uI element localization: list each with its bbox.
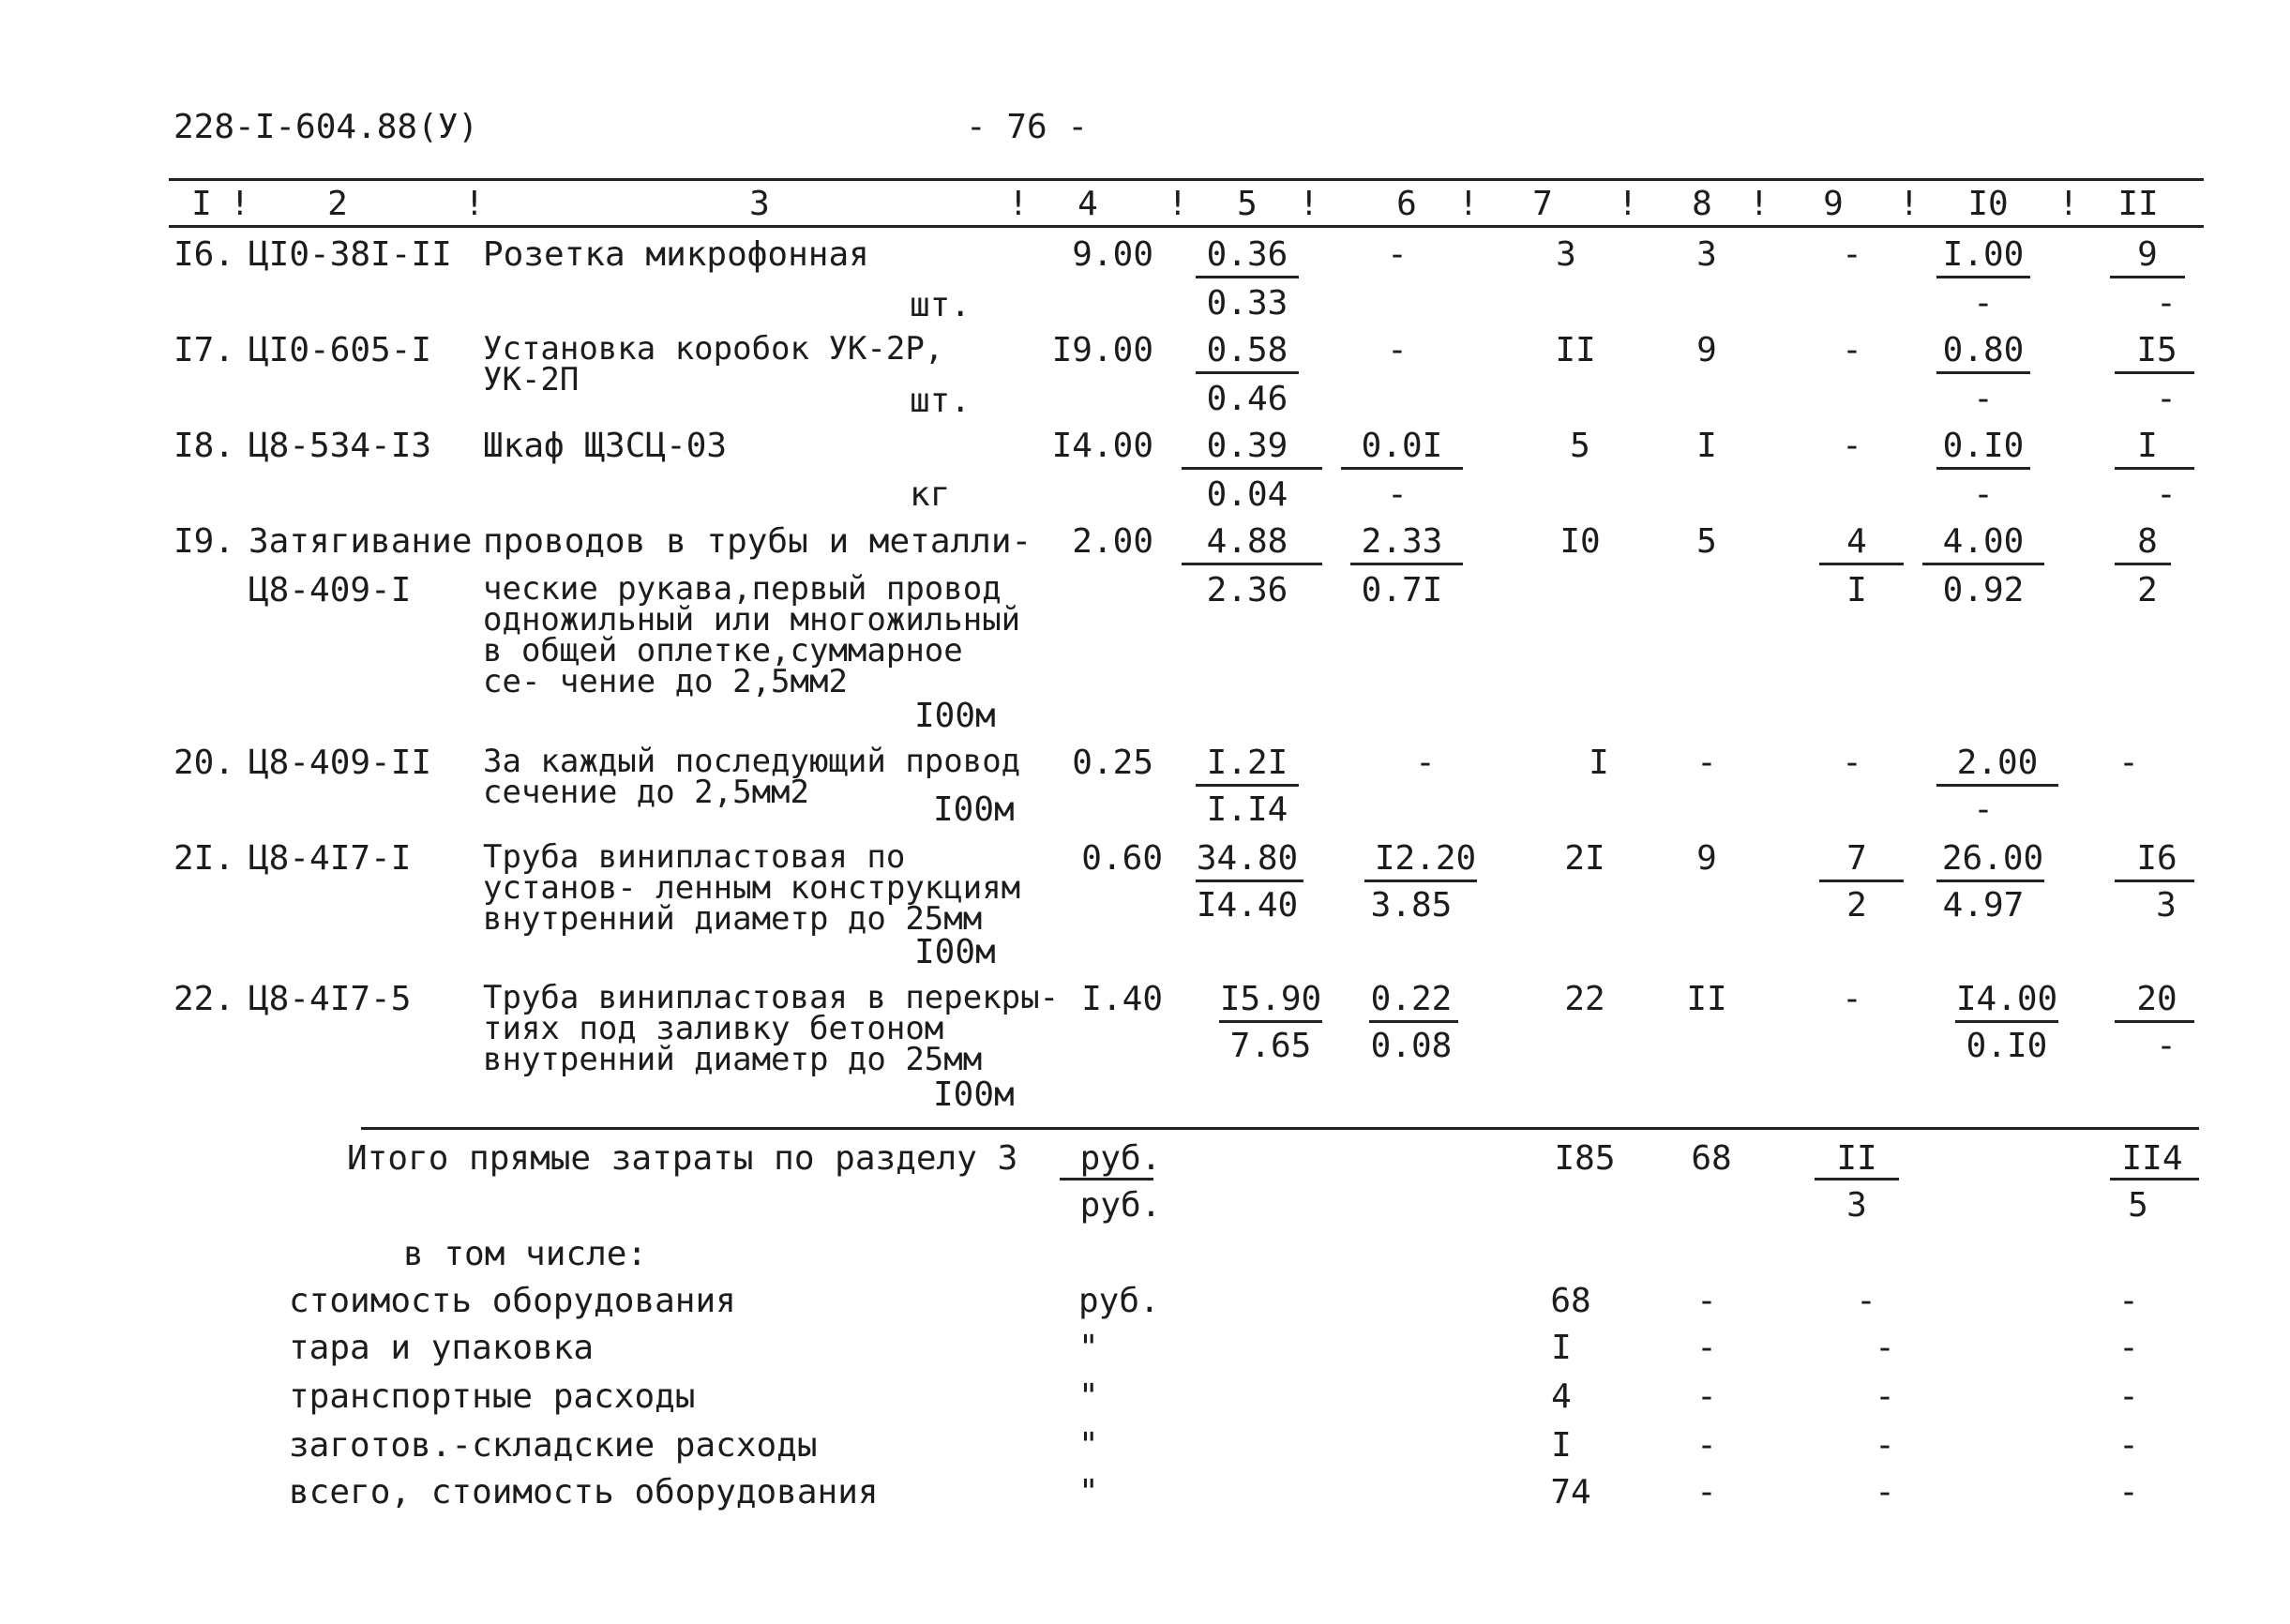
table-header-rule	[169, 225, 2204, 228]
row-col10-top: I.00	[1942, 235, 2025, 274]
row-unit: шт.	[910, 382, 972, 420]
row-col7: 5	[1570, 427, 1590, 465]
row-name: Розетка микрофонная	[483, 235, 869, 274]
row-unit: I00м	[933, 790, 1015, 829]
fraction-bar	[1955, 1020, 2058, 1023]
row-col9-top: 7	[1846, 839, 1867, 878]
breakdown-label: тара и упаковка	[289, 1329, 595, 1367]
row-col7: II	[1555, 331, 1596, 369]
row-col5-top: 0.58	[1206, 331, 1288, 369]
column-header-1: I	[191, 185, 212, 223]
row-col9-top: -	[1842, 331, 1862, 369]
row-unit: I00м	[933, 1075, 1015, 1114]
fraction-bar	[2115, 880, 2194, 882]
row-col5-bottom: 7.65	[1229, 1027, 1312, 1065]
row-unit: I00м	[914, 697, 996, 735]
fraction-bar	[2110, 276, 2185, 278]
fraction-bar	[1936, 880, 2044, 882]
row-col4: I.40	[1081, 980, 1163, 1018]
breakdown-unit: "	[1078, 1377, 1099, 1416]
row-col11-bottom: 2	[2137, 571, 2158, 609]
row-unit: I00м	[914, 933, 996, 971]
row-col4: I4.00	[1051, 427, 1153, 465]
row-code: Ц8-534-I3	[249, 427, 432, 465]
row-code: Ц8-4I7-5	[249, 980, 412, 1018]
row-col10-top: 0.80	[1942, 331, 2025, 369]
row-col6-bottom: 0.08	[1370, 1027, 1453, 1065]
row-name: Установка коробок УК-2Р, УК-2П	[483, 330, 944, 398]
fraction-bar	[1196, 371, 1299, 374]
row-unit: шт.	[910, 286, 972, 324]
row-col5-top: 4.88	[1206, 522, 1288, 561]
column-header-8: 8	[1692, 185, 1712, 223]
row-col11-bottom: -	[2156, 284, 2177, 323]
breakdown-col8: -	[1696, 1329, 1717, 1367]
breakdown-col8: -	[1696, 1282, 1717, 1320]
column-header-4: 4	[1077, 185, 1098, 223]
column-separator: !	[1168, 185, 1188, 223]
row-col5-top: 34.80	[1196, 839, 1299, 878]
fraction-bar	[1350, 563, 1463, 565]
column-separator: !	[1008, 185, 1029, 223]
column-separator: !	[464, 185, 485, 223]
column-header-6: 6	[1396, 185, 1417, 223]
row-col4: I9.00	[1051, 331, 1153, 369]
breakdown-unit: "	[1078, 1473, 1099, 1511]
fraction-bar	[1936, 371, 2030, 374]
totals-col11-top: II4	[2121, 1139, 2183, 1178]
page-number: - 76 -	[966, 108, 1089, 146]
row-code: ЦI0-38I-II	[249, 235, 452, 274]
row-col5-top: 0.36	[1206, 235, 1288, 274]
row-col5-bottom: 2.36	[1206, 571, 1288, 609]
row-col5-top: 0.39	[1206, 427, 1288, 465]
fraction-bar	[2115, 371, 2194, 374]
totals-unit-bottom: руб.	[1079, 1186, 1162, 1225]
row-col9-top: 4	[1846, 522, 1867, 561]
row-col11-top: 8	[2137, 522, 2158, 561]
breakdown-col11: -	[2118, 1282, 2139, 1320]
row-col11-top: 20	[2136, 980, 2177, 1018]
totals-col9-bottom: 3	[1846, 1186, 1867, 1225]
row-name: Шкаф ЩЗСЦ-03	[483, 427, 728, 465]
fraction-bar	[1364, 880, 1477, 882]
row-col6-top: I2.20	[1374, 839, 1477, 878]
row-col9-bottom: I	[1846, 571, 1867, 609]
column-header-11: II	[2117, 185, 2159, 223]
row-col11-top: I6	[2136, 839, 2177, 878]
row-col9-top: -	[1842, 235, 1862, 274]
row-col10-bottom: -	[1973, 380, 1994, 418]
row-col10-bottom: -	[1973, 790, 1994, 829]
column-separator: !	[1749, 185, 1770, 223]
row-number: I7.	[173, 331, 235, 369]
row-col10-bottom: 4.97	[1942, 886, 2025, 925]
fraction-bar	[2115, 563, 2171, 565]
breakdown-col7: I	[1551, 1329, 1572, 1367]
column-separator: !	[1899, 185, 1920, 223]
breakdown-col7: 4	[1551, 1377, 1572, 1416]
row-col7: I0	[1559, 522, 1601, 561]
totals-label: Итого прямые затраты по разделу 3	[347, 1139, 1018, 1178]
row-col8: II	[1686, 980, 1727, 1018]
row-name: Труба винипластовая по установ- ленным конструкциям внутренний диаметр до 25мм	[483, 838, 1021, 938]
row-col11-bottom: -	[2156, 475, 2177, 514]
row-number: I6.	[173, 235, 235, 274]
fraction-bar	[1196, 880, 1303, 882]
row-col9-top: -	[1842, 980, 1862, 1018]
totals-col9-top: II	[1836, 1139, 1877, 1178]
row-name-continued: ческие рукава,первый провод одножильный или многожильный в общей оплетке,суммарное се- чение до 2,5мм2	[483, 570, 1021, 700]
row-col6-top: -	[1387, 235, 1408, 274]
row-col5-top: I5.90	[1219, 980, 1322, 1018]
breakdown-col8: -	[1696, 1426, 1717, 1465]
breakdown-col9: -	[1875, 1473, 1895, 1511]
fraction-bar	[1936, 784, 2058, 787]
table-top-rule	[169, 178, 2204, 181]
breakdown-col11: -	[2118, 1473, 2139, 1511]
fraction-bar	[1936, 467, 2030, 470]
fraction-bar	[1196, 276, 1299, 278]
fraction-bar	[1182, 467, 1322, 470]
breakdown-col7: 68	[1550, 1282, 1591, 1320]
row-col11-top: -	[2118, 744, 2139, 782]
row-col4: 0.25	[1072, 744, 1153, 782]
row-number: I9.	[173, 522, 235, 561]
row-col4: 9.00	[1072, 235, 1153, 274]
column-separator: !	[1618, 185, 1638, 223]
row-col8: -	[1696, 744, 1717, 782]
row-col11-bottom: -	[2156, 380, 2177, 418]
row-unit: кг	[910, 475, 951, 514]
totals-rule	[361, 1127, 2199, 1130]
breakdown-unit: "	[1078, 1329, 1099, 1367]
row-col5-bottom: I.I4	[1206, 790, 1288, 829]
row-col8: 5	[1696, 522, 1717, 561]
breakdown-col7: 74	[1550, 1473, 1591, 1511]
row-name: За каждый последующий провод сечение до 2,5мм2	[483, 743, 1021, 811]
row-col9-top: -	[1842, 744, 1862, 782]
row-col11-top: I	[2137, 427, 2158, 465]
breakdown-col7: I	[1551, 1426, 1572, 1465]
row-col7: 3	[1556, 235, 1576, 274]
row-number: 22.	[173, 980, 235, 1018]
row-col6-top: 0.0I	[1361, 427, 1443, 465]
row-col11-bottom: -	[2156, 1027, 2177, 1065]
totals-col11-bottom: 5	[2128, 1186, 2148, 1225]
breakdown-label: всего, стоимость оборудования	[289, 1473, 879, 1511]
row-number: 2I.	[173, 839, 235, 878]
row-col5-bottom: 0.46	[1206, 380, 1288, 418]
fraction-bar	[1369, 1020, 1458, 1023]
totals-col7: I85	[1554, 1139, 1616, 1178]
row-col6-bottom: 3.85	[1370, 886, 1453, 925]
row-col4: 2.00	[1072, 522, 1153, 561]
breakdown-col11: -	[2118, 1377, 2139, 1416]
totals-col8: 68	[1691, 1139, 1732, 1178]
fraction-bar	[1936, 276, 2030, 278]
column-header-9: 9	[1823, 185, 1844, 223]
row-col8: I	[1696, 427, 1717, 465]
row-code: Ц8-4I7-I	[249, 839, 412, 878]
row-col8: 9	[1696, 839, 1717, 878]
row-name: Труба винипластовая в перекры- тиях под заливку бетоном внутренний диаметр до 25мм	[483, 979, 1060, 1078]
row-col5-top: I.2I	[1206, 744, 1288, 782]
row-col4: 0.60	[1081, 839, 1163, 878]
row-col11-bottom: 3	[2156, 886, 2177, 925]
fraction-bar	[1182, 563, 1322, 565]
row-col6-top: 2.33	[1361, 522, 1443, 561]
column-header-5: 5	[1237, 185, 1258, 223]
breakdown-col9: -	[1875, 1426, 1895, 1465]
column-header-10: I0	[1967, 185, 2009, 223]
row-col5-bottom: 0.04	[1206, 475, 1288, 514]
row-col6-top: 0.22	[1370, 980, 1453, 1018]
fraction-bar	[1819, 563, 1904, 565]
row-col9-bottom: 2	[1846, 886, 1867, 925]
breakdown-col9: -	[1875, 1329, 1895, 1367]
row-col5-bottom: 0.33	[1206, 284, 1288, 323]
row-number: I8.	[173, 427, 235, 465]
row-col11-top: 9	[2137, 235, 2158, 274]
row-col10-bottom: -	[1973, 475, 1994, 514]
breakdown-label: заготов.-складские расходы	[289, 1426, 818, 1465]
row-col10-bottom: 0.I0	[1966, 1027, 2048, 1065]
column-separator: !	[1458, 185, 1479, 223]
document-code: 228-I-604.88(У)	[173, 108, 479, 146]
breakdown-col11: -	[2118, 1426, 2139, 1465]
row-col5-bottom: I4.40	[1196, 886, 1299, 925]
fraction-bar	[2115, 1020, 2194, 1023]
breakdown-col8: -	[1696, 1473, 1717, 1511]
column-separator: !	[230, 185, 250, 223]
fraction-bar	[1196, 784, 1299, 787]
breakdown-heading: в том числе:	[403, 1235, 648, 1273]
row-col10-top: 26.00	[1941, 839, 2044, 878]
totals-unit-top: руб.	[1079, 1139, 1162, 1178]
breakdown-label: стоимость оборудования	[289, 1282, 736, 1320]
row-col7: 22	[1564, 980, 1605, 1018]
fraction-bar	[2110, 1178, 2199, 1180]
column-header-7: 7	[1532, 185, 1553, 223]
row-name: проводов в трубы и металли-	[483, 522, 1032, 561]
row-col7: 2I	[1564, 839, 1605, 878]
breakdown-label: транспортные расходы	[289, 1377, 696, 1416]
column-header-2: 2	[327, 185, 348, 223]
row-col10-bottom: -	[1973, 284, 1994, 323]
row-number: 20.	[173, 744, 235, 782]
row-col10-top: 0.I0	[1942, 427, 2025, 465]
fraction-bar	[1819, 880, 1904, 882]
row-col6-bottom: -	[1387, 475, 1408, 514]
fraction-bar	[1060, 1178, 1153, 1180]
row-col6-top: -	[1387, 331, 1408, 369]
fraction-bar	[1922, 563, 2044, 565]
row-code: Ц8-409-II	[249, 744, 432, 782]
breakdown-col8: -	[1696, 1377, 1717, 1416]
row-col6-bottom: 0.7I	[1361, 571, 1443, 609]
fraction-bar	[2115, 467, 2194, 470]
row-code: Ц8-409-I	[249, 571, 412, 609]
row-col6-top: -	[1415, 744, 1436, 782]
row-col10-top: 4.00	[1942, 522, 2025, 561]
row-col8: 9	[1696, 331, 1717, 369]
column-header-3: 3	[749, 185, 770, 223]
breakdown-unit: руб.	[1078, 1282, 1160, 1320]
breakdown-col11: -	[2118, 1329, 2139, 1367]
row-code: ЦI0-605-I	[249, 331, 432, 369]
row-col10-bottom: 0.92	[1942, 571, 2025, 609]
fraction-bar	[1341, 467, 1463, 470]
row-col8: 3	[1696, 235, 1717, 274]
row-col7: I	[1589, 744, 1609, 782]
fraction-bar	[1219, 1020, 1322, 1023]
row-col10-top: 2.00	[1956, 744, 2039, 782]
breakdown-unit: "	[1078, 1426, 1099, 1465]
row-col11-top: I5	[2136, 331, 2177, 369]
row-code-prefix: Затягивание	[249, 522, 473, 561]
column-separator: !	[2058, 185, 2079, 223]
column-separator: !	[1299, 185, 1319, 223]
row-col10-top: I4.00	[1955, 980, 2058, 1018]
row-col9-top: -	[1842, 427, 1862, 465]
breakdown-col9: -	[1875, 1377, 1895, 1416]
fraction-bar	[1815, 1178, 1899, 1180]
breakdown-col9: -	[1856, 1282, 1876, 1320]
